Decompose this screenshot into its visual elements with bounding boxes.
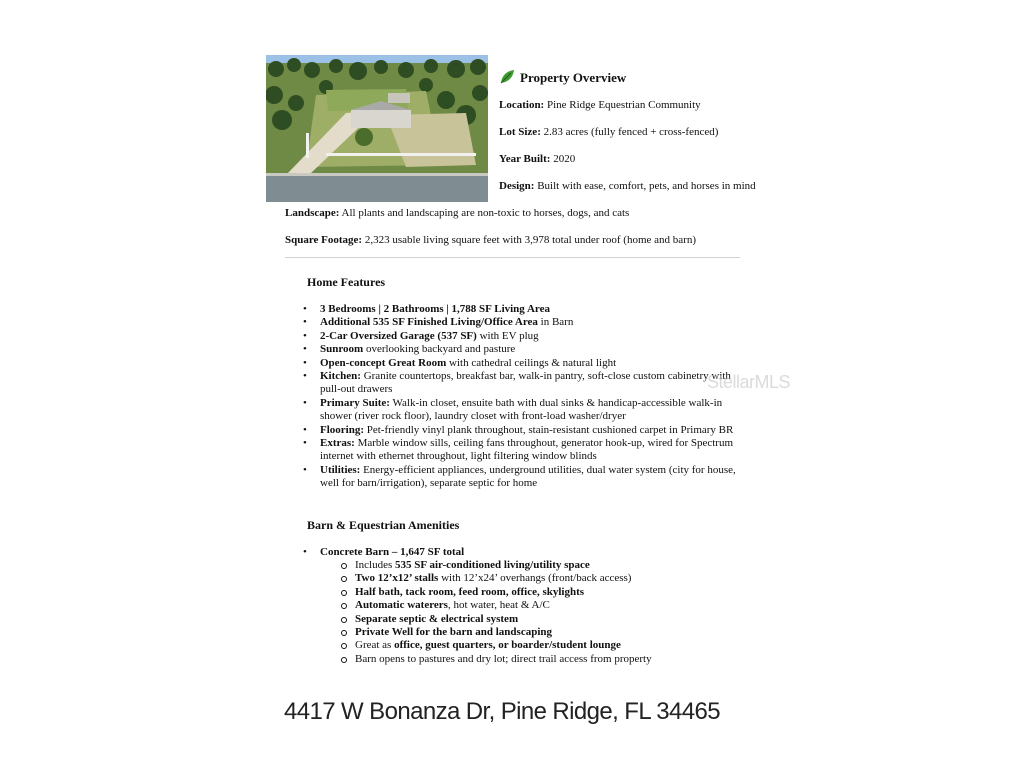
item-bold: Half bath, tack room, feed room, office, skylights [355,585,585,598]
list-item [355,653,652,666]
list-item [320,397,740,424]
square-footage-field [285,234,696,246]
home-features-title: Home Features [307,275,386,289]
field-value: 2020 [550,153,576,165]
item-text: with cathedral ceilings & natural light [446,356,617,369]
item-bold: Extras: [320,437,355,450]
item-bold: 2-Car Oversized Garage (537 SF) [320,329,477,342]
list-item [320,370,740,397]
home-features-list [320,303,740,491]
field-label: Landscape: [285,207,340,219]
field-label: Year Built: [499,153,551,165]
bullet-icon: • [303,546,307,558]
landscape-field [285,207,629,219]
item-text: with 12’x24’ overhangs (front/back access) [438,572,632,585]
item-bold: 535 SF air-conditioned living/utility space [395,559,590,571]
item-pre: Barn opens to pastures and dry lot; direct trail access from property [355,652,652,665]
item-bold: Automatic waterers [355,599,448,612]
list-item [355,613,652,626]
item-text: Energy-efficient appliances, underground utilities, dual water system (city for house, well for barn/irrigation), separate septic for home [320,463,736,490]
location-field [499,99,701,111]
item-bold: Sunroom [320,343,364,356]
list-item [355,559,652,572]
barn-amenities-list [355,559,652,666]
item-bold: Two 12’x12’ stalls [355,572,439,585]
list-item [320,424,740,437]
item-text: with EV plug [476,329,539,342]
field-value: All plants and landscaping are non-toxic to horses, dogs, and cats [339,207,630,219]
property-address: 4417 W Bonanza Dr, Pine Ridge, FL 34465 [284,698,720,725]
aerial-property-photo [266,55,488,202]
section-divider [285,257,740,258]
year-built-field [499,153,575,165]
field-value: Pine Ridge Equestrian Community [544,99,701,111]
list-item [320,330,740,343]
list-item [320,303,740,316]
field-label: Design: [499,180,535,192]
property-overview-title: Property Overview [520,70,627,85]
field-value: 2.83 acres (fully fenced + cross-fenced) [540,126,719,138]
list-item [320,437,740,464]
green-leaf-icon [499,69,515,85]
field-value: 2,323 usable living square feet with 3,978 total under roof (home and barn) [362,234,696,246]
list-item [355,572,652,585]
barn-amenities-title: Barn & Equestrian Amenities [307,518,460,532]
item-bold: Open-concept Great Room [320,356,447,369]
item-text: Walk-in closet, ensuite bath with dual sinks & handicap-accessible walk-in shower (river rock floor), laundry closet with front-load washer/dryer [320,396,723,423]
list-item [355,626,652,639]
design-field [499,180,756,192]
list-item [320,357,740,370]
stellarmls-watermark: StellarMLS [707,372,791,392]
item-bold: Utilities: [320,463,361,476]
item-bold: Separate septic & electrical system [355,612,519,625]
item-bold: office, guest quarters, or boarder/student lounge [394,639,621,652]
item-pre: Great as [355,639,395,652]
item-bold: Kitchen: [320,370,361,383]
item-text: Pet-friendly vinyl plank throughout, stain-resistant cushioned carpet in Primary BR [364,423,734,436]
item-bold: Primary Suite: [320,396,390,409]
item-bold: Flooring: [320,423,364,436]
list-item [320,316,740,329]
list-item [355,599,652,612]
item-text: Granite countertops, breakfast bar, walk-in pantry, soft-close custom cabinetry with pull-out drawers [320,370,731,396]
item-bold: 3 Bedrooms | 2 Bathrooms | 1,788 SF Living Area [320,303,550,315]
item-bold: Private Well for the barn and landscaping [355,626,553,639]
list-item [355,586,652,599]
field-label: Location: [499,99,545,111]
item-bold: Additional 535 SF Finished Living/Office Area [320,316,538,329]
item-text: , hot water, heat & A/C [447,599,550,612]
list-item [355,639,652,652]
list-item [320,343,740,356]
item-pre: Includes [355,559,396,571]
concrete-barn-heading: Concrete Barn – 1,647 SF total [320,546,465,558]
lot-size-field [499,126,718,138]
list-item [320,464,740,491]
field-value: Built with ease, comfort, pets, and horses in mind [534,180,756,192]
field-label: Square Footage: [285,234,363,246]
field-label: Lot Size: [499,126,541,138]
item-text: Marble window sills, ceiling fans throughout, generator hook-up, wired for Spectrum internet with ethernet throughout, light filtering window blinds [320,437,734,463]
item-text: in Barn [537,316,574,329]
item-text: overlooking backyard and pasture [363,343,516,356]
aerial-photo-drawing [266,55,488,202]
